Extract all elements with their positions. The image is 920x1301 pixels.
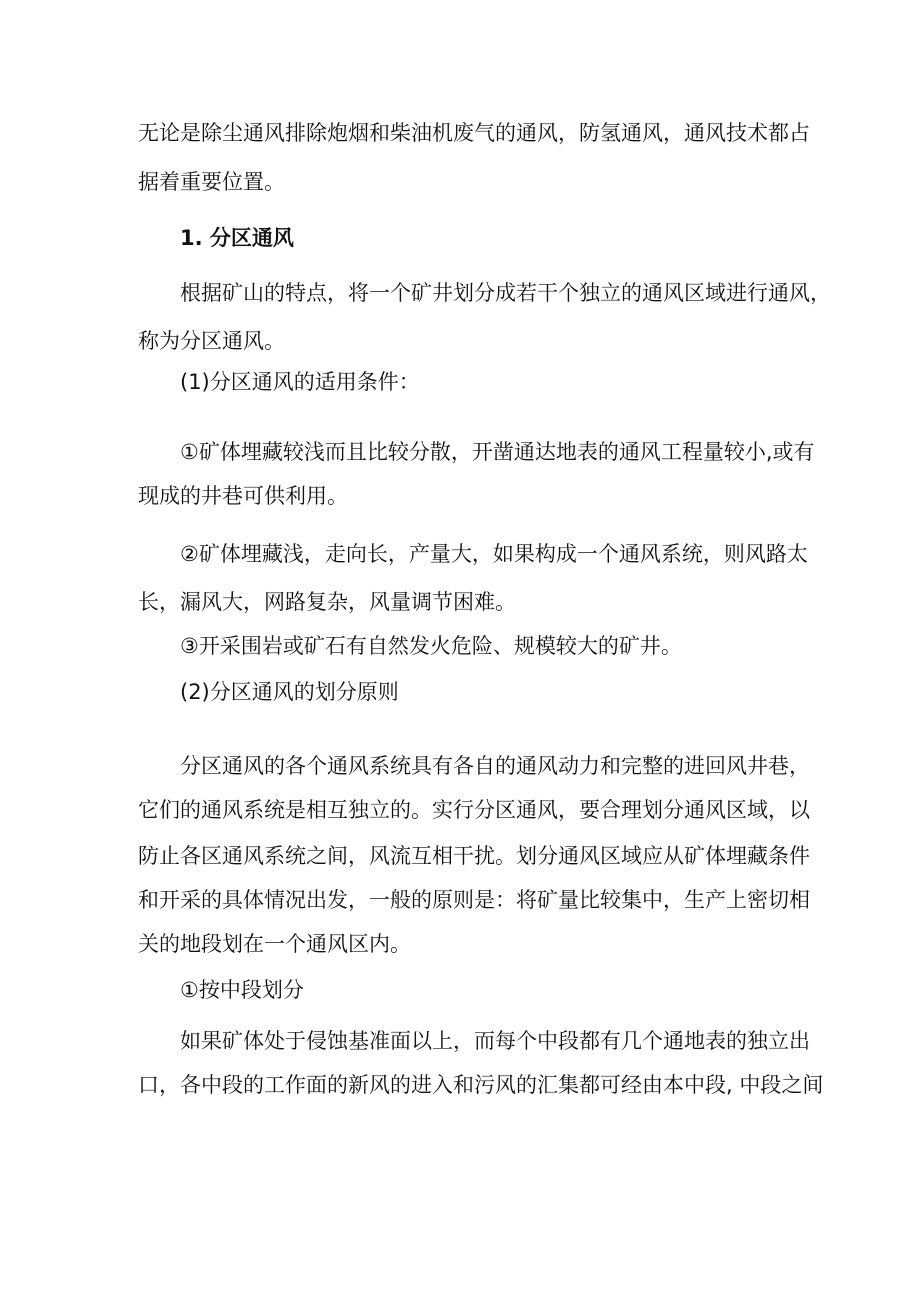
body-text-line: 分区通风的各个通风系统具有各自的通风动力和完整的进回风井巷， <box>180 754 810 778</box>
body-text-line: 无论是除尘通风排除炮烟和柴油机废气的通风，防氢通风，通风技术都占 <box>138 121 810 145</box>
body-text-line: 它们的通风系统是相互独立的。实行分区通风，要合理划分通风区域，以 <box>138 798 810 822</box>
body-text-line: 防止各区通风系统之间，风流互相干扰。划分通风区域应从矿体埋藏条件 <box>138 844 810 868</box>
body-text-line: ①矿体埋藏较浅而且比较分散，开凿通达地表的通风工程量较小,或有 <box>180 440 815 464</box>
body-text-line: 关的地段划在一个通风区内。 <box>138 932 411 956</box>
body-text-line: ③开采围岩或矿石有自然发火危险、规模较大的矿井。 <box>180 634 682 658</box>
subsection-heading: (2)分区通风的划分原则 <box>180 680 399 704</box>
body-text-line: 现成的井巷可供利用。 <box>138 484 348 508</box>
body-text-line: 和开采的具体情况出发，一般的原则是：将矿量比较集中，生产上密切相 <box>138 888 810 912</box>
body-text-line: 称为分区通风。 <box>138 329 285 353</box>
subsection-heading: (1)分区通风的适用条件： <box>180 370 420 394</box>
section-heading: 1. 分区通风 <box>180 226 294 250</box>
body-text-line: ②矿体埋藏浅，走向长，产量大，如果构成一个通风系统，则风路太 <box>180 542 808 566</box>
body-text-line: 如果矿体处于侵蚀基准面以上，而每个中段都有几个通地表的独立出 <box>180 1029 810 1053</box>
subsection-heading: ①按中段划分 <box>180 978 304 1002</box>
body-text-line: 据着重要位置。 <box>138 170 285 194</box>
body-text-line: 长，漏风大，网路复杂，风量调节困难。 <box>138 590 516 614</box>
body-text-line: 根据矿山的特点，将一个矿井划分成若干个独立的通风区域进行通风， <box>180 281 831 305</box>
body-text-line: 口，各中段的工作面的新风的进入和污风的汇集都可经由本中段, 中段之间 <box>138 1073 824 1097</box>
